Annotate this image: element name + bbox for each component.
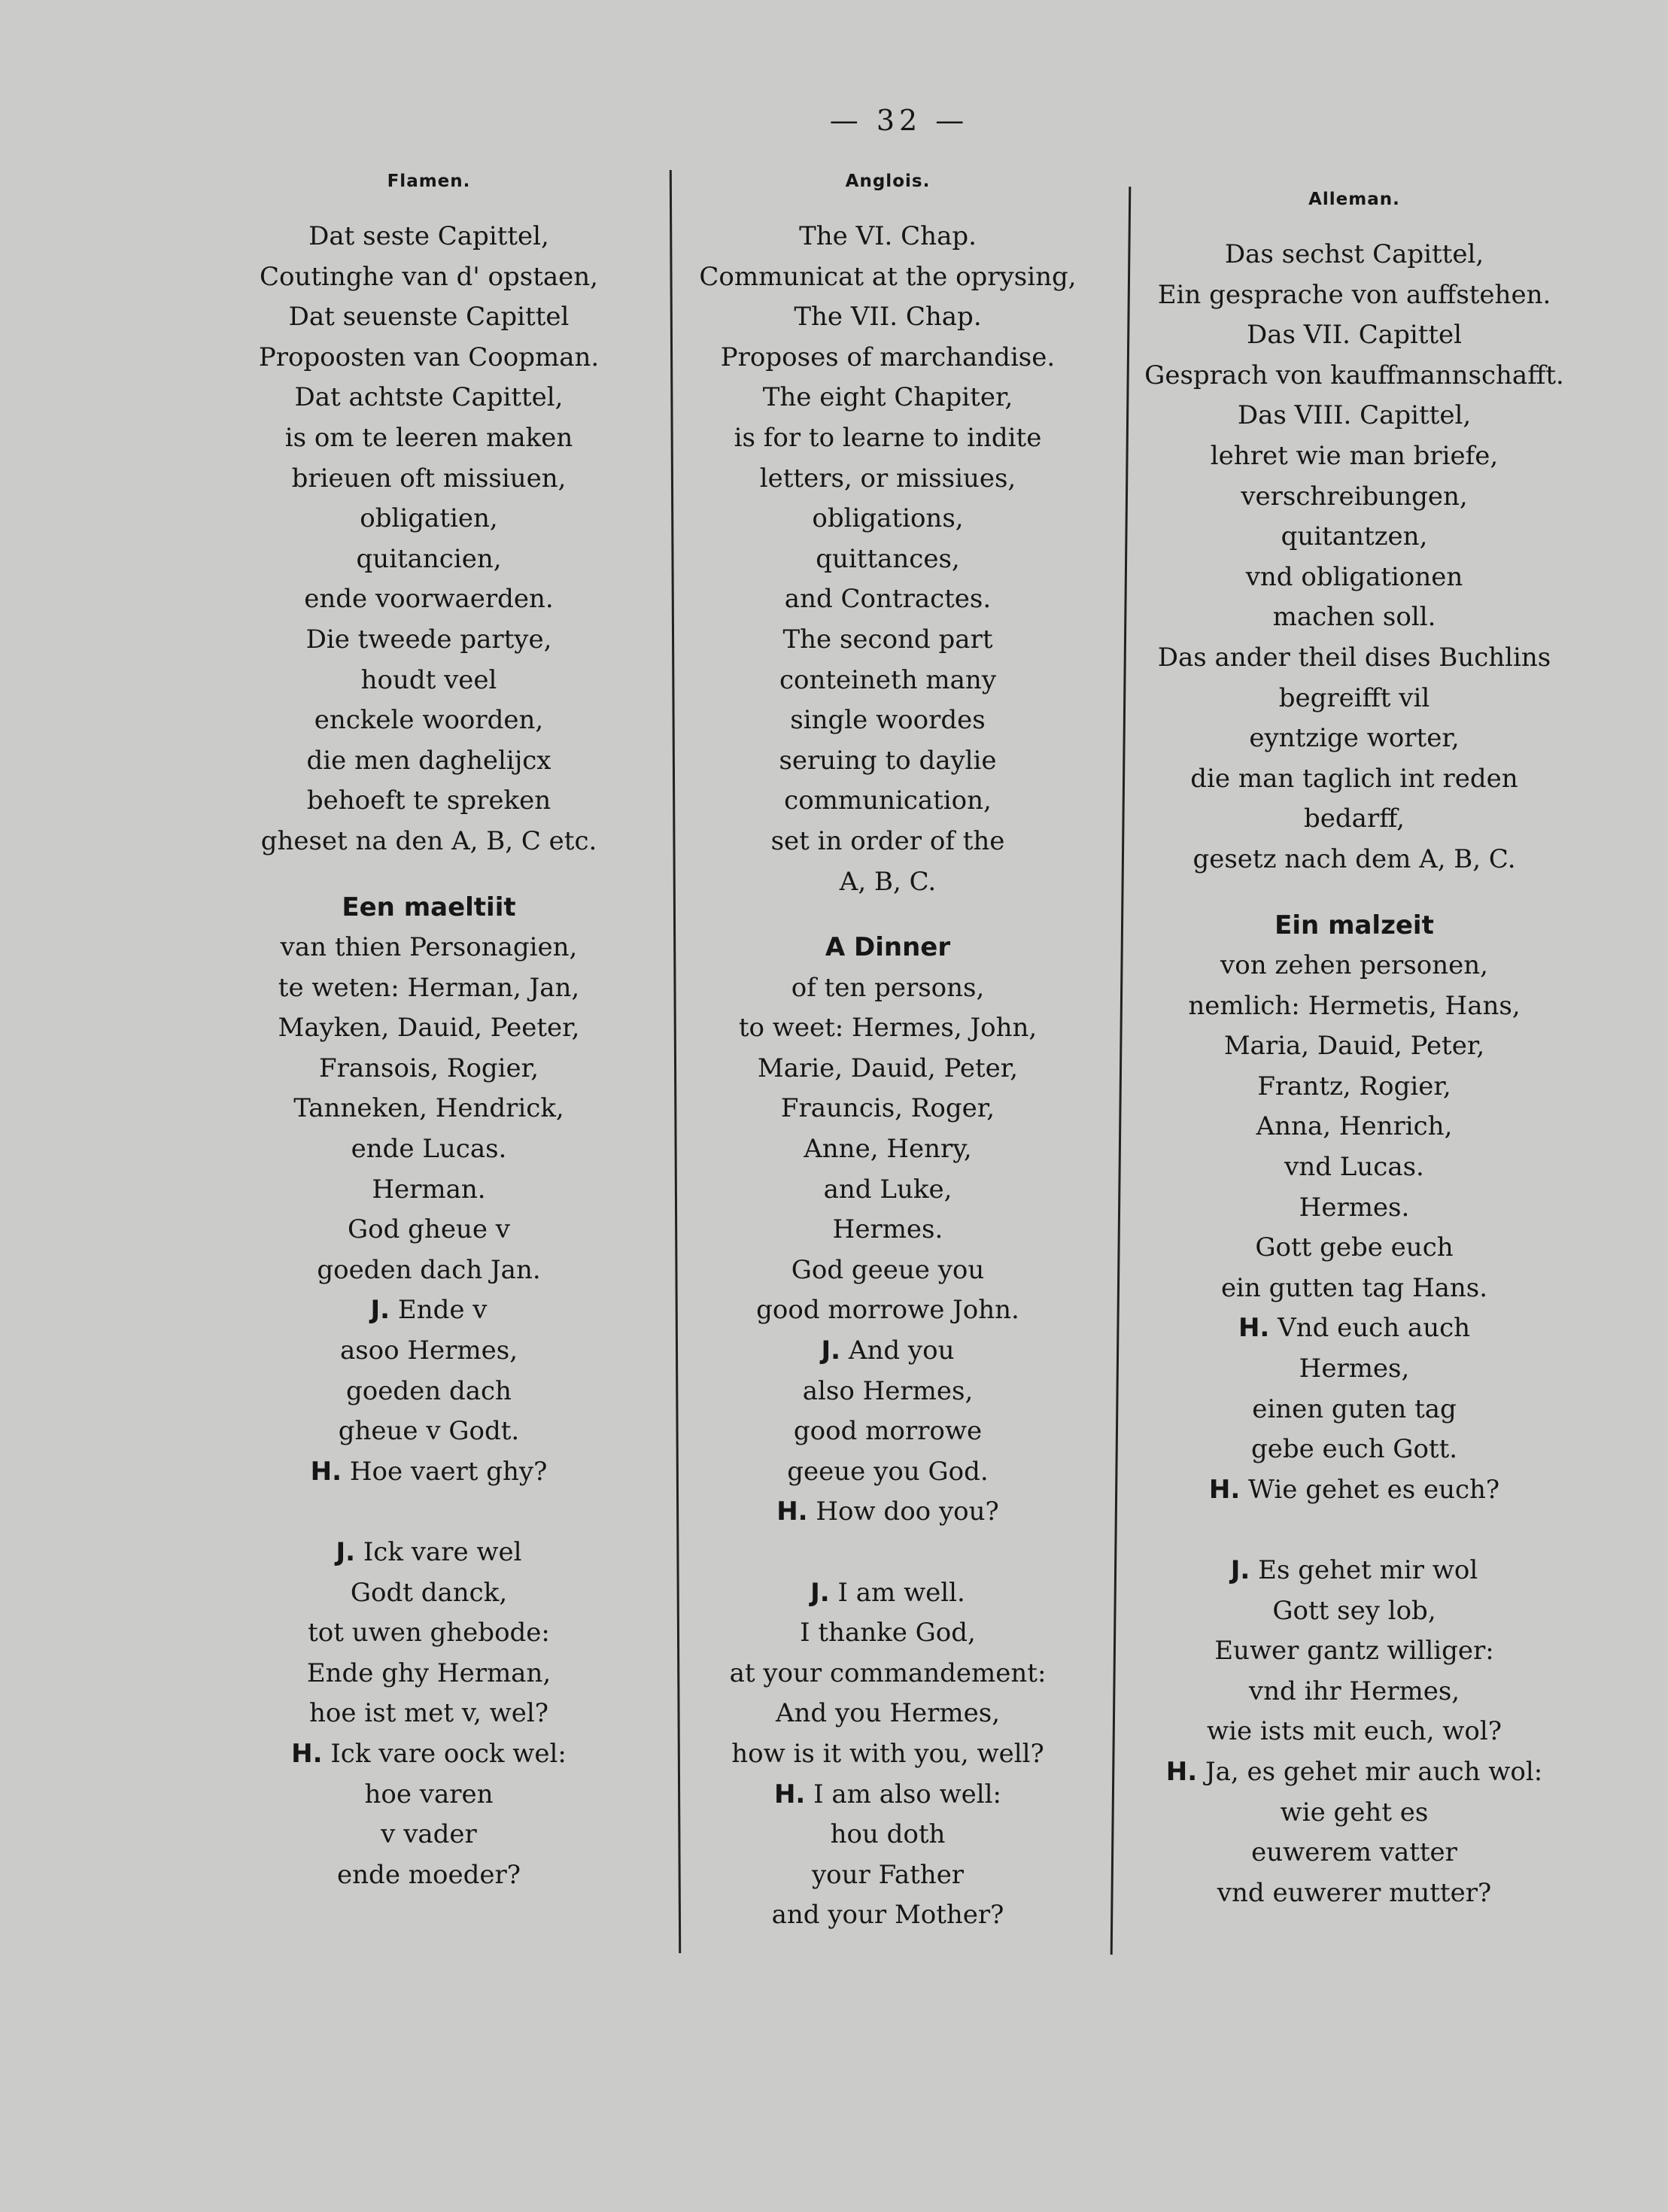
- dialogue-text: Ick vare wel: [363, 1537, 522, 1567]
- dialogue-line: [226, 1734, 632, 1775]
- text-line: lehret wie man briefe,: [1210, 440, 1499, 471]
- text-line: and Contractes.: [784, 584, 992, 615]
- text-line: The VII. Chap.: [794, 302, 982, 333]
- dialogue-line: [226, 1411, 632, 1452]
- text-line: is for to learne to indite: [734, 422, 1042, 453]
- spacer: [662, 902, 1114, 928]
- section-title: A Dinner: [825, 932, 951, 963]
- intro-line: and Luke,: [823, 1174, 952, 1205]
- text-line: ende voorwaerden.: [304, 584, 554, 615]
- dialogue-line: [1129, 1430, 1580, 1470]
- dialogue-text: I thanke God,: [800, 1618, 976, 1648]
- dialogue-text: geeue you God.: [787, 1456, 989, 1487]
- speaker-initial: H.: [773, 1779, 806, 1809]
- dialogue-line: [226, 1331, 632, 1372]
- text-line: set in order of the: [770, 825, 1005, 856]
- dialogue-line: [662, 1290, 1114, 1331]
- dialogue-line: [226, 1815, 632, 1855]
- anglois-column: [662, 172, 1114, 1936]
- dialogue-text: good morrowe John.: [756, 1295, 1019, 1326]
- text-line: Propoosten van Coopman.: [258, 342, 600, 372]
- speaker-initial: H.: [310, 1456, 342, 1487]
- dialogue-line: [226, 1372, 632, 1412]
- section-title: Ein malzeit: [1275, 910, 1434, 940]
- dialogue-line: [662, 1372, 1114, 1412]
- text-line: enckele woorden,: [314, 705, 544, 736]
- text-line: Die tweede partye,: [305, 624, 552, 655]
- dialogue-line: [1129, 1833, 1580, 1873]
- dialogue-text: good morrowe: [793, 1416, 983, 1447]
- text-line: Dat achtste Capittel,: [294, 382, 564, 413]
- dialogue-text: Godt danck,: [350, 1577, 508, 1608]
- text-line: Communicat at the oprysing,: [699, 261, 1077, 292]
- text-line: communication,: [784, 785, 992, 816]
- text-line: die man taglich int reden: [1190, 763, 1518, 794]
- dialogue-line: [662, 1775, 1114, 1815]
- dialogue-line: [1129, 1712, 1580, 1752]
- text-line: single woordes: [790, 705, 986, 736]
- alleman-column: [1129, 190, 1580, 1913]
- text-line: brieuen oft missiuen,: [291, 463, 567, 494]
- speaker-initial: H.: [1165, 1756, 1198, 1787]
- dialogue-line: [662, 1815, 1114, 1855]
- section-title: Een maeltiit: [342, 892, 516, 922]
- speaker-initial: H.: [776, 1496, 808, 1527]
- dialogue-line: [1129, 1793, 1580, 1834]
- dialogue-line: [1129, 1308, 1580, 1349]
- dialogue-line: [1129, 1591, 1580, 1632]
- text-line: Das VII. Capittel: [1246, 320, 1463, 351]
- intro-line: ende Lucas.: [351, 1134, 507, 1165]
- dialogue-line: [662, 1492, 1114, 1533]
- dialogue-text: gebe euch Gott.: [1250, 1434, 1458, 1465]
- dialogue-text: goeden dach: [346, 1375, 512, 1406]
- page-number: — 32 —: [829, 104, 969, 137]
- dialogue-text: hou doth: [830, 1819, 946, 1850]
- text-line: Das ander theil dises Buchlins: [1157, 642, 1551, 673]
- dialogue-text: your Father: [811, 1859, 965, 1890]
- dialogue-text: And you: [848, 1335, 955, 1366]
- intro-line: Marie, Dauid, Peter,: [757, 1053, 1019, 1083]
- text-line: Dat seuenste Capittel: [288, 302, 570, 333]
- dialogue-text: euwerem vatter: [1251, 1837, 1457, 1868]
- text-line: quitantzen,: [1281, 521, 1428, 552]
- dialogue-text: tot uwen ghebode:: [308, 1618, 550, 1648]
- intro-line: Maria, Dauid, Peter,: [1223, 1031, 1485, 1062]
- dialogue-text: Vnd euch auch: [1278, 1313, 1471, 1344]
- dialogue-text: Hoe vaert ghy?: [349, 1456, 548, 1487]
- text-line: Dat seste Capittel,: [308, 221, 549, 251]
- spacer: [1129, 880, 1580, 906]
- dialogue-line: [1129, 1752, 1580, 1793]
- dialogue-text: Euwer gantz williger:: [1214, 1636, 1494, 1667]
- text-line: machen soll.: [1272, 602, 1436, 633]
- dialogue-line: [226, 1775, 632, 1815]
- dialogue-text: Wie gehet es euch?: [1248, 1474, 1500, 1505]
- text-line: obligations,: [812, 503, 964, 534]
- intro-line: Anna, Henrich,: [1256, 1111, 1453, 1142]
- text-line: die men daghelijcx: [306, 745, 551, 776]
- dialogue-line: [226, 1452, 632, 1493]
- dialogue-line: [662, 1895, 1114, 1936]
- speaker-initial: J.: [370, 1295, 390, 1326]
- dialogue-text: goeden dach Jan.: [317, 1254, 541, 1285]
- column-heading: Anglois.: [845, 172, 931, 191]
- dialogue-line: [1129, 1269, 1580, 1309]
- dialogue-line: [1129, 1551, 1580, 1591]
- speaker-name: Hermes.: [832, 1214, 943, 1245]
- text-line: The second part: [782, 624, 993, 655]
- dialogue-text: Ende v: [397, 1295, 488, 1326]
- dialogue-line: [226, 1533, 632, 1573]
- text-line: gheset na den A, B, C etc.: [260, 825, 597, 856]
- dialogue-line: [662, 1411, 1114, 1452]
- dialogue-text: ende moeder?: [337, 1859, 521, 1890]
- dialogue-line: [662, 1613, 1114, 1654]
- speaker-initial: J.: [821, 1335, 841, 1366]
- dialogue-line: [1129, 1390, 1580, 1430]
- speaker-initial: J.: [336, 1537, 356, 1567]
- dialogue-text: I am also well:: [813, 1779, 1002, 1809]
- dialogue-text: hoe ist met v, wel?: [308, 1698, 549, 1729]
- text-line: eyntzige worter,: [1249, 723, 1460, 754]
- text-line: quitancien,: [356, 543, 502, 574]
- intro-line: vnd Lucas.: [1284, 1152, 1424, 1183]
- dialogue-line: [662, 1855, 1114, 1896]
- text-line: The eight Chapiter,: [762, 382, 1013, 413]
- text-line: begreifft vil: [1278, 682, 1430, 713]
- dialogue-text: Gott gebe euch: [1255, 1232, 1454, 1263]
- intro-line: Fransois, Rogier,: [318, 1053, 539, 1083]
- speaker-initial: J.: [1230, 1555, 1250, 1585]
- dialogue-text: Gott sey lob,: [1272, 1595, 1436, 1626]
- dialogue-line: [1129, 1510, 1580, 1551]
- dialogue-text: and your Mother?: [771, 1900, 1004, 1931]
- dialogue-line: [1129, 1349, 1580, 1390]
- dialogue-line: [226, 1492, 632, 1533]
- dialogue-line: [662, 1694, 1114, 1734]
- dialogue-line: [1129, 1470, 1580, 1511]
- speaker-initial: H.: [291, 1738, 323, 1769]
- intro-line: Mayken, Dauid, Peeter,: [278, 1013, 580, 1044]
- text-line: gesetz nach dem A, B, C.: [1193, 843, 1516, 874]
- dialogue-text: And you Hermes,: [775, 1698, 1001, 1729]
- dialogue-line: [226, 1210, 632, 1250]
- text-line: vnd obligationen: [1245, 561, 1463, 592]
- dialogue-text: vnd euwerer mutter?: [1217, 1877, 1492, 1908]
- dialogue-text: Ick vare oock wel:: [330, 1738, 567, 1769]
- intro-line: of ten persons,: [791, 972, 985, 1003]
- dialogue-line: [1129, 1631, 1580, 1672]
- dialogue-text: gheue v Godt.: [338, 1416, 520, 1447]
- text-line: behoeft te spreken: [306, 785, 551, 816]
- column-heading: Alleman.: [1308, 190, 1400, 209]
- speaker-initial: H.: [1208, 1474, 1241, 1505]
- speaker-name: Herman.: [372, 1174, 486, 1205]
- dialogue-line: [1129, 1228, 1580, 1269]
- dialogue-text: God gheue v: [347, 1214, 511, 1245]
- dialogue-text: wie geht es: [1280, 1797, 1429, 1828]
- column-heading: Flamen.: [387, 172, 471, 191]
- text-line: The VI. Chap.: [799, 221, 977, 251]
- text-line: quittances,: [816, 543, 960, 574]
- dialogue-text: einen guten tag: [1252, 1393, 1457, 1424]
- text-line: Das sechst Capittel,: [1224, 239, 1484, 269]
- dialogue-text: hoe varen: [364, 1779, 494, 1809]
- dialogue-text: how is it with you, well?: [731, 1738, 1044, 1769]
- intro-line: Frantz, Rogier,: [1257, 1071, 1451, 1101]
- dialogue-line: [662, 1250, 1114, 1291]
- text-line: bedarff,: [1304, 804, 1405, 834]
- text-line: verschreibungen,: [1241, 481, 1468, 512]
- speaker-initial: J.: [810, 1577, 830, 1608]
- text-line: is om te leeren maken: [284, 422, 573, 453]
- intro-line: Tanneken, Hendrick,: [293, 1093, 564, 1124]
- dialogue-line: [226, 1613, 632, 1654]
- dialogue-text: God geeue you: [791, 1254, 985, 1285]
- dialogue-line: [226, 1573, 632, 1614]
- dialogue-text: Hermes,: [1299, 1354, 1410, 1384]
- dialogue-text: Ja, es gehet mir auch wol:: [1205, 1756, 1543, 1787]
- dialogue-line: [226, 1654, 632, 1694]
- dialogue-line: [1129, 1873, 1580, 1914]
- text-line: Gesprach von kauffmannschafft.: [1144, 360, 1564, 390]
- intro-line: von zehen personen,: [1220, 950, 1488, 981]
- text-line: obligatien,: [360, 503, 498, 534]
- intro-line: nemlich: Hermetis, Hans,: [1188, 990, 1521, 1021]
- dialogue-text: at your commandement:: [729, 1657, 1047, 1688]
- speaker-initial: H.: [1238, 1313, 1270, 1344]
- dialogue-text: v vader: [381, 1819, 477, 1850]
- intro-line: Anne, Henry,: [804, 1134, 972, 1165]
- dialogue-text: Es gehet mir wol: [1258, 1555, 1478, 1585]
- dialogue-line: [226, 1855, 632, 1896]
- intro-line: Frauncis, Roger,: [780, 1093, 995, 1124]
- text-line: conteineth many: [779, 664, 997, 695]
- dialogue-text: How doo you?: [816, 1496, 999, 1527]
- intro-line: te weten: Herman, Jan,: [278, 972, 580, 1003]
- dialogue-text: Ende ghy Herman,: [306, 1657, 551, 1688]
- dialogue-text: wie ists mit euch, wol?: [1207, 1716, 1502, 1747]
- text-line: letters, or missiues,: [759, 463, 1016, 494]
- text-line: Ein gesprache von auffstehen.: [1157, 279, 1551, 310]
- spacer: [226, 862, 632, 888]
- text-line: Das VIII. Capittel,: [1237, 400, 1472, 431]
- dialogue-line: [226, 1694, 632, 1734]
- dialogue-text: vnd ihr Hermes,: [1248, 1676, 1460, 1706]
- dialogue-line: [662, 1533, 1114, 1573]
- dialogue-text: ein gutten tag Hans.: [1220, 1272, 1488, 1303]
- dialogue-line: [662, 1452, 1114, 1493]
- dialogue-text: also Hermes,: [802, 1375, 974, 1406]
- intro-line: to weet: Hermes, John,: [738, 1013, 1038, 1044]
- dialogue-line: [226, 1290, 632, 1331]
- dialogue-text: asoo Hermes,: [339, 1335, 518, 1366]
- text-line: Coutinghe van d' opstaen,: [260, 261, 598, 292]
- intro-line: van thien Personagien,: [280, 932, 578, 963]
- text-line: A, B, C.: [839, 866, 937, 897]
- text-line: seruing to daylie: [779, 745, 997, 776]
- text-line: houdt veel: [360, 664, 497, 695]
- text-line: Proposes of marchandise.: [720, 342, 1056, 372]
- speaker-name: Hermes.: [1299, 1192, 1410, 1223]
- dialogue-line: [1129, 1672, 1580, 1712]
- dialogue-line: [662, 1573, 1114, 1614]
- flamen-column: [226, 172, 632, 1895]
- dialogue-line: [662, 1654, 1114, 1694]
- dialogue-line: [662, 1331, 1114, 1372]
- dialogue-line: [662, 1734, 1114, 1775]
- dialogue-line: [226, 1250, 632, 1291]
- dialogue-text: I am well.: [837, 1577, 965, 1608]
